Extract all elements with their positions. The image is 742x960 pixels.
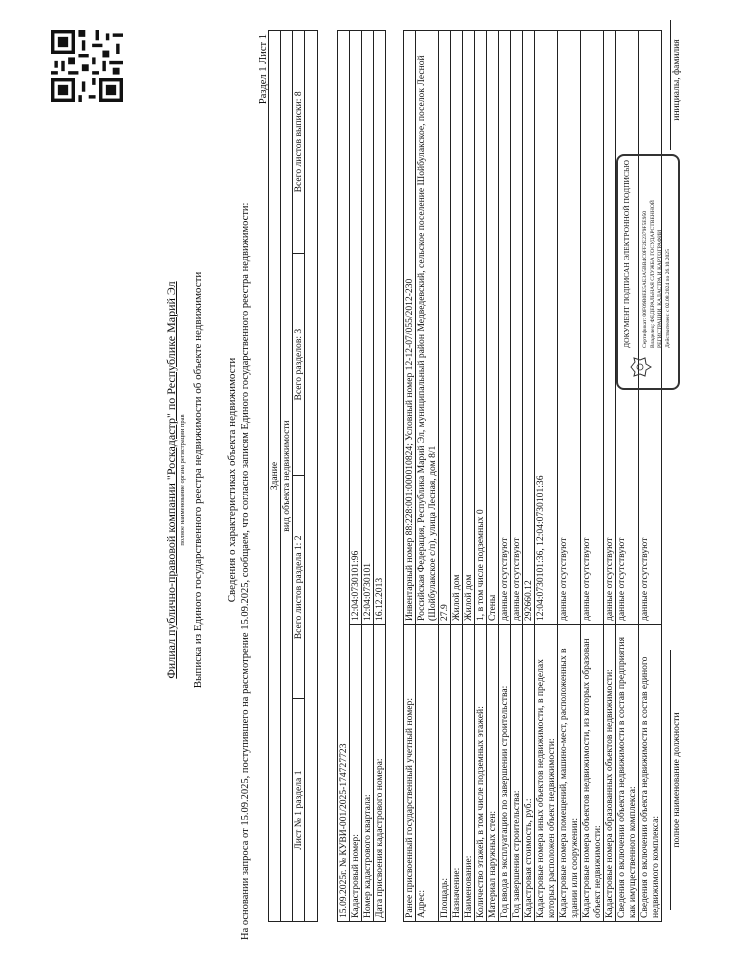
detail-value: данные отсутствуют — [511, 31, 523, 625]
detail-label: Адрес: — [416, 625, 439, 922]
detail-label: Год ввода в эксплуатацию по завершении строительства: — [499, 625, 511, 922]
detail-value: 1, в том числе подземных 0 — [475, 31, 487, 625]
document-title: Выписка из Единого государственного реестра недвижимости об объекте недвижимости — [192, 271, 204, 689]
electronic-signature-stamp — [616, 154, 680, 390]
detail-value: Жилой дом — [463, 31, 475, 625]
object-type-value: Здание — [269, 31, 281, 922]
extract-date-number: 15.09.2025г. № КУВИ-001/2025-174727723 — [338, 31, 350, 922]
detail-value: Инвентарный номер 88:228:001:000010824; Условный номер 12-12-07/055/2012-230 — [404, 31, 416, 625]
object-type-table — [268, 30, 318, 922]
detail-value: Стены — [487, 31, 499, 625]
detail-label: Кадастровые номера объектов недвижимости, из которых образован объект недвижимости: — [581, 625, 604, 922]
detail-value: Жилой дом — [451, 31, 463, 625]
signature-line — [670, 140, 671, 150]
detail-value: 292660.12 — [523, 31, 535, 625]
name-line — [670, 20, 671, 140]
registry-value: 16.12.2013 — [374, 31, 386, 625]
detail-value: данные отсутствуют — [639, 31, 662, 625]
name-caption: инициалы, фамилия — [672, 39, 682, 121]
detail-label: Материал наружных стен: — [487, 625, 499, 922]
detail-label: Количество этажей, в том числе подземных этажей: — [475, 625, 487, 922]
detail-label: Назначение: — [451, 625, 463, 922]
stamp-heading: ДОКУМЕНТ ПОДПИСАН ЭЛЕКТРОННОЙ ПОДПИСЬЮ — [622, 160, 631, 348]
detail-label: Кадастровые номера образованных объектов недвижимости: — [604, 625, 616, 922]
sections-total: Всего разделов: 3 — [293, 253, 305, 476]
detail-value: данные отсутствуют — [581, 31, 604, 625]
stamp-validity: Действителен: с 02.08.2024 по 26.10.2025 — [665, 249, 671, 348]
registry-label: Номер кадастрового квартала: — [362, 625, 374, 922]
registry-label: Дата присвоения кадастрового номера: — [374, 625, 386, 922]
detail-value: 27.9 — [439, 31, 451, 625]
document-subtitle: Сведения о характеристиках объекта недвижимости — [226, 357, 238, 603]
position-caption: полное наименование должности — [672, 712, 682, 848]
detail-label: Сведения о включении объекта недвижимости в состав предприятия как имущественного комплекса: — [616, 625, 639, 922]
detail-label: Кадастровая стоимость, руб.: — [523, 625, 535, 922]
detail-value: Российская Федерация, Республика Марий Эл, муниципальный район Медведевский, сельское поселение Шойбулакское, поселок Лесной (Шойбулакское с/п), улица Лесная, дом 8/1 — [416, 31, 439, 625]
stamp-owner: Владелец: ФЕДЕРАЛЬНАЯ СЛУЖБА ГОСУДАРСТВЕННОЙ РЕГИСТРАЦИИ, КАДАСТРА И КАРТОГРАФИИ — [650, 200, 663, 348]
detail-label: Кадастровые номера иных объектов недвижимости, в пределах которых расположен объект недвижимости: — [535, 625, 558, 922]
sheets-total: Всего листов выписки: 8 — [293, 31, 305, 254]
section-label: Раздел 1 Лист 1 — [258, 34, 269, 105]
organization-caption: полное наименование органа регистрации прав — [179, 414, 186, 546]
detail-value: 12:04:0730101:36, 12:04:0730101:36 — [535, 31, 558, 625]
detail-value: данные отсутствуют — [558, 31, 581, 625]
sheet-number: Лист № 1 раздела 1 — [293, 699, 305, 922]
document-page — [46, 10, 696, 950]
blank-row — [305, 31, 318, 922]
detail-label: Сведения о включении объекта недвижимости в состав единого недвижимого комплекса: — [639, 625, 662, 922]
detail-label: Ранее присвоенный государственный учетный номер: — [404, 625, 416, 922]
qr-code-icon — [51, 30, 123, 102]
detail-label: Кадастровые номера помещений, машино-мест, расположенных в здании или сооружении: — [558, 625, 581, 922]
registry-value: 12:04:0730101:96 — [350, 31, 362, 625]
detail-value: данные отсутствуют — [499, 31, 511, 625]
detail-label: Год завершения строительства: — [511, 625, 523, 922]
registry-label: Кадастровый номер: — [350, 625, 362, 922]
detail-label: Площадь: — [439, 625, 451, 922]
position-line — [670, 650, 671, 910]
registry-table — [337, 30, 386, 922]
sheets-in-section: Всего листов раздела 1: 2 — [293, 476, 305, 699]
coat-of-arms-icon — [628, 354, 654, 380]
object-type-caption: вид объекта недвижимости — [281, 31, 293, 922]
detail-value: данные отсутствуют — [604, 31, 616, 625]
detail-value: данные отсутствуют — [616, 31, 639, 625]
request-intro: На основании запроса от 15.09.2025, поступившего на рассмотрение 15.09.2025, сообщаем, что согласно записям Единого государственного реестра недвижимости: — [240, 202, 251, 940]
stamp-certificate: Сертификат: 00F09B0EE5AE3A5BB4C0FF2E2379F5E950 — [642, 210, 648, 348]
detail-label: Наименование: — [463, 625, 475, 922]
registry-value: 12:04:0730101 — [362, 31, 374, 625]
organization-name: Филиал публично-правовой компании "Роскадастр" по Республике Марий Эл — [164, 281, 178, 679]
